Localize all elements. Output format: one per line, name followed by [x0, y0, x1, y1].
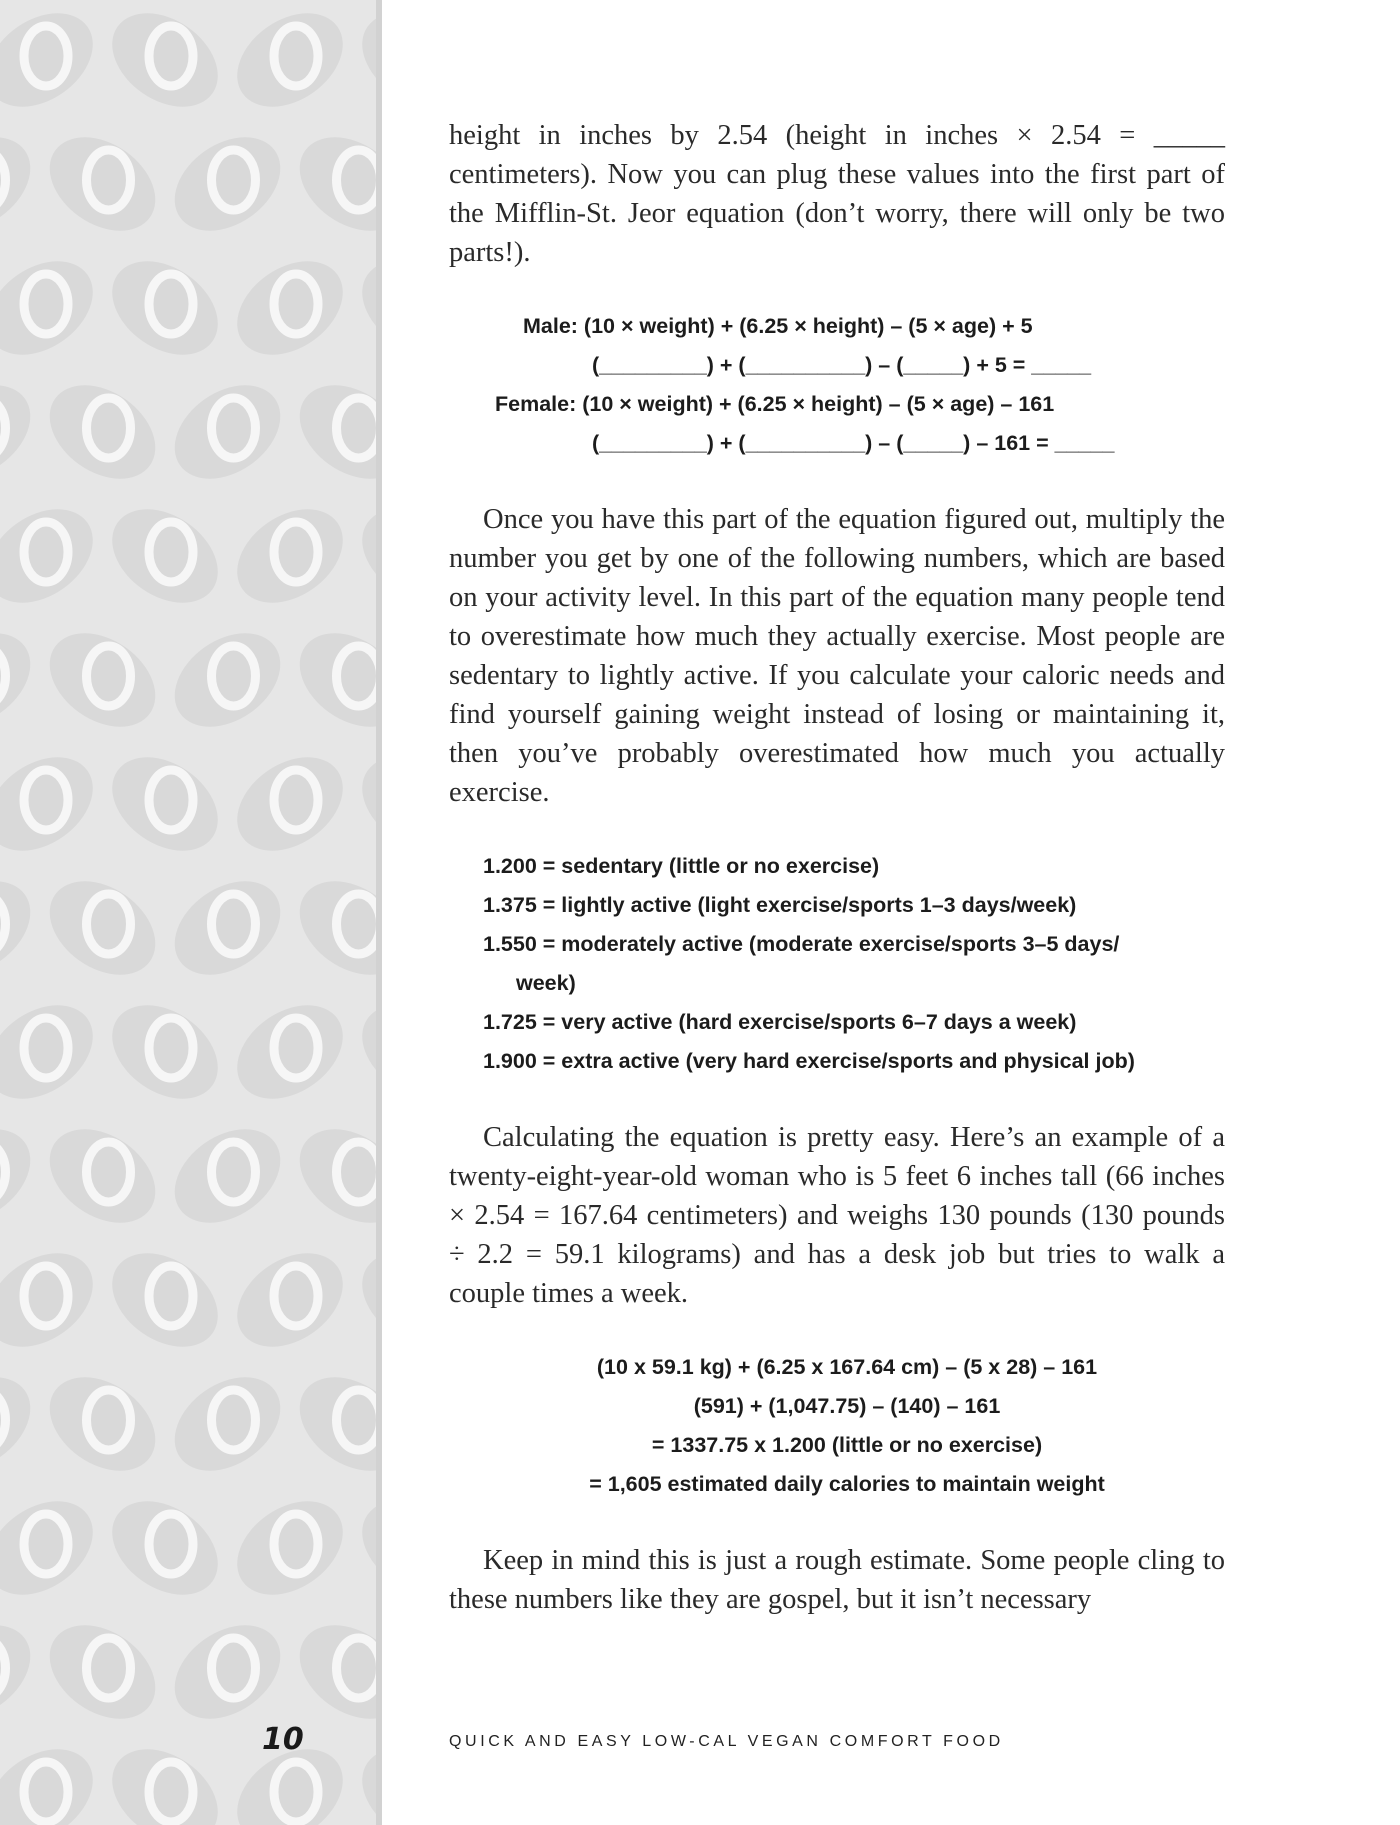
pattern-petal: [282, 614, 376, 746]
pattern-petal: [282, 1358, 376, 1490]
list-item: 1.375 = lightly active (light exercise/sports 1–3 days/week): [483, 893, 1077, 917]
paragraph-activity-intro: Once you have this part of the equation figured out, multiply the number you get by one of the following numbers, which are based on your activity level. In this part of the equation many people tend to overestimate how much they actually exercise. Most people are sedentary to lightly active. If you calculate your caloric needs and find yourself gaining weight instead of losing or maintaining it, then you’ve probably overestimated how much you actually exercise.: [449, 504, 1225, 808]
pattern-petal: [282, 0, 376, 2]
pattern-petal: [95, 0, 236, 126]
pattern-petal: [0, 0, 110, 126]
pattern-petal: [282, 1606, 376, 1738]
pattern-petal: [157, 862, 298, 994]
pattern-petal: [282, 862, 376, 994]
formula-female: Female: (10 × weight) + (6.25 × height) – (5 × age) – 161: [495, 392, 1055, 416]
pattern-petal: [220, 242, 361, 374]
pattern-petal: [95, 738, 236, 870]
list-item: 1.900 = extra active (very hard exercise/sports and physical job): [483, 1049, 1135, 1073]
pattern-petal: [32, 862, 173, 994]
pattern-petal: [0, 1482, 110, 1614]
pattern-petal: [0, 490, 110, 622]
list-item: 1.200 = sedentary (little or no exercise): [483, 854, 880, 878]
example-line: = 1,605 estimated daily calories to maintain weight: [589, 1472, 1105, 1496]
pattern-petal: [157, 0, 298, 2]
pattern-petal: [220, 986, 361, 1118]
pattern-petal: [345, 1234, 376, 1366]
pattern-petal: [345, 490, 376, 622]
pattern-petal: [95, 1482, 236, 1614]
pattern-petal: [95, 490, 236, 622]
pattern-petal: [345, 1730, 376, 1825]
pattern-petal: [345, 242, 376, 374]
pattern-petal: [0, 242, 110, 374]
page-body: [449, 116, 1225, 1619]
running-footer: QUICK AND EASY LOW-CAL VEGAN COMFORT FOOD: [449, 1733, 1004, 1750]
paragraph-height-conversion: height in inches by 2.54 (height in inches × 2.54 = _____ centimeters). Now you can plug these values into the first part of the Mifflin-St. Jeor equation (don’t worry, there will only be two parts!).: [449, 120, 1225, 268]
pattern-petal: [220, 738, 361, 870]
pattern-petal: [0, 986, 110, 1118]
example-line: (591) + (1,047.75) – (140) – 161: [693, 1394, 1001, 1418]
paragraph-example-intro: Calculating the equation is pretty easy. Here’s an example of a twenty-eight-year-old woman who is 5 feet 6 inches tall (66 inches × 2.54 = 167.64 centimeters) and weighs 130 pounds (130 pounds ÷ 2.2 = 59.1 kilograms) and has a desk job but tries to walk a couple times a week.: [449, 1122, 1225, 1309]
pattern-petal: [220, 1482, 361, 1614]
pattern-petal: [157, 366, 298, 498]
pattern-petal: [220, 490, 361, 622]
formula-male: Male: (10 × weight) + (6.25 × height) – (5 × age) + 5: [523, 314, 1033, 338]
pattern-petal: [0, 1730, 110, 1825]
pattern-petal: [32, 366, 173, 498]
pattern-petal: [32, 614, 173, 746]
pattern-petal: [157, 614, 298, 746]
pattern-graphic: [0, 0, 376, 1825]
pattern-petal: [95, 242, 236, 374]
pattern-petal: [157, 1110, 298, 1242]
pattern-petal: [0, 1234, 110, 1366]
pattern-petal: [32, 118, 173, 250]
example-line: (10 x 59.1 kg) + (6.25 x 167.64 cm) – (5 x 28) – 161: [596, 1355, 1098, 1379]
pattern-petal: [95, 986, 236, 1118]
pattern-petal: [345, 986, 376, 1118]
band-edge-divider: [376, 0, 382, 1825]
example-calculation: [449, 1348, 1225, 1504]
pattern-petal: [345, 0, 376, 126]
example-line: = 1337.75 x 1.200 (little or no exercise): [651, 1433, 1043, 1457]
list-item: 1.725 = very active (hard exercise/sports 6–7 days a week): [483, 1010, 1077, 1034]
pattern-petal: [345, 738, 376, 870]
pattern-petal: [32, 0, 173, 2]
pattern-petal: [95, 1234, 236, 1366]
pattern-petal: [157, 118, 298, 250]
pattern-petal: [32, 1358, 173, 1490]
formula-female-blanks: (_________) + (__________) – (_____) – 161 = _____: [592, 431, 1115, 455]
activity-level-list: [449, 847, 1225, 1081]
pattern-petal: [32, 1606, 173, 1738]
pattern-petal: [157, 1606, 298, 1738]
pattern-petal: [32, 1110, 173, 1242]
pattern-petal: [220, 0, 361, 126]
pattern-petal: [282, 118, 376, 250]
pattern-petal: [95, 1730, 236, 1825]
pattern-petal: [220, 1234, 361, 1366]
paragraph-closing: Keep in mind this is just a rough estimate. Some people cling to these numbers like they are gospel, but it isn’t necessary: [449, 1545, 1225, 1615]
pattern-petal: [282, 366, 376, 498]
page-number: 10: [262, 1722, 304, 1757]
list-item-continuation: week): [516, 971, 576, 995]
pattern-petal: [0, 738, 110, 870]
pattern-petal: [282, 1110, 376, 1242]
pattern-petal: [157, 1358, 298, 1490]
formula-male-blanks: (_________) + (__________) – (_____) + 5 = _____: [592, 353, 1092, 377]
formula-block: [449, 307, 1225, 463]
decorative-side-band: [0, 0, 376, 1825]
list-item: 1.550 = moderately active (moderate exercise/sports 3–5 days/: [483, 932, 1120, 956]
pattern-petal: [0, 0, 48, 2]
pattern-petal: [345, 1482, 376, 1614]
